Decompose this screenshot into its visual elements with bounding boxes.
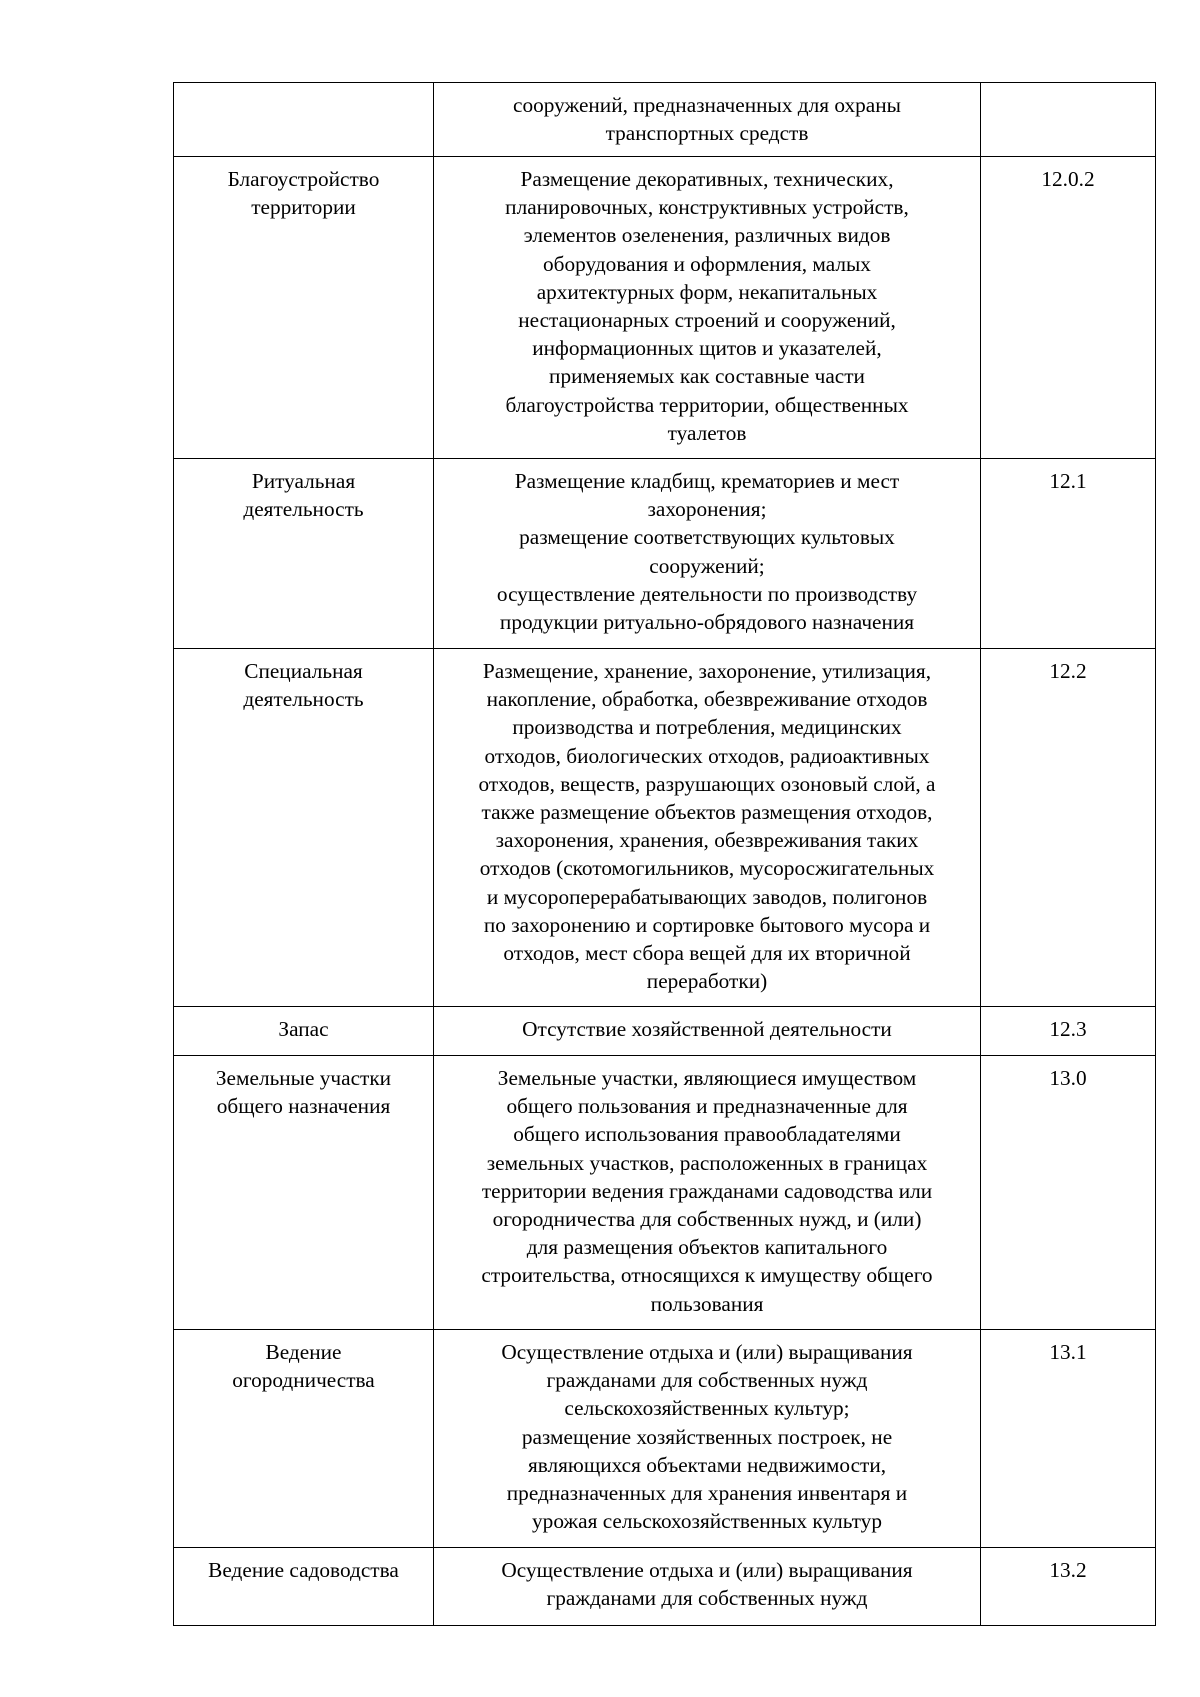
land-use-code-cell [981,83,1156,157]
table-row [174,1007,1156,1056]
land-use-description-cell: Земельные участки, являющиеся имуществом общего пользования и предназначенные для общего использования правообладателями земельных участков, расположенных в границах территории ведения гражданами садоводства или огородничества для собственных нужд, и (или) для размещения объектов капитального строительства, относящихся к имуществу общего пользования [434,1056,981,1330]
land-use-table [173,82,1156,1626]
land-use-name-cell [174,83,434,157]
land-use-description-cell: Размещение, хранение, захоронение, утилизация, накопление, обработка, обезвреживание отходов производства и потребления, медицинских отходов, биологических отходов, радиоактивных отходов, веществ, разрушающих озоновый слой, а также размещение объектов размещения отходов, захоронения, хранения, обезвреживания таких отходов (скотомогильников, мусоросжигательных и мусороперерабатывающих заводов, полигонов по захоронению и сортировке бытового мусора и отходов, мест сбора вещей для их вторичной переработки) [434,649,981,1007]
land-use-name-cell: Земельные участки общего назначения [174,1056,434,1330]
table-row [174,1330,1156,1548]
land-use-description-cell: Осуществление отдыха и (или) выращивания гражданами для собственных нужд [434,1548,981,1626]
land-use-code-cell: 12.0.2 [981,157,1156,459]
land-use-description-cell: сооружений, предназначенных для охраны транспортных средств [434,83,981,157]
land-use-description-cell: Отсутствие хозяйственной деятельности [434,1007,981,1056]
land-use-name-cell: Ведение садоводства [174,1548,434,1626]
land-use-name-cell: Благоустройство территории [174,157,434,459]
table-row [174,1548,1156,1626]
land-use-description-cell: Размещение декоративных, технических, планировочных, конструктивных устройств, элементов озеленения, различных видов оборудования и оформления, малых архитектурных форм, некапитальных нестационарных строений и сооружений, информационных щитов и указателей, применяемых как составные части благоустройства территории, общественных туалетов [434,157,981,459]
land-use-code-cell: 12.2 [981,649,1156,1007]
land-use-code-cell: 13.0 [981,1056,1156,1330]
land-use-name-cell: Специальная деятельность [174,649,434,1007]
table-row [174,459,1156,649]
table-row [174,649,1156,1007]
table-row [174,83,1156,157]
table-row [174,1056,1156,1330]
land-use-name-cell: Ритуальная деятельность [174,459,434,649]
land-use-description-cell: Осуществление отдыха и (или) выращивания гражданами для собственных нужд сельскохозяйственных культур; размещение хозяйственных построек, не являющихся объектами недвижимости, предназначенных для хранения инвентаря и урожая сельскохозяйственных культур [434,1330,981,1548]
table-row [174,157,1156,459]
land-use-name-cell: Ведение огородничества [174,1330,434,1548]
land-use-code-cell: 12.1 [981,459,1156,649]
land-use-name-cell: Запас [174,1007,434,1056]
land-use-code-cell: 12.3 [981,1007,1156,1056]
land-use-description-cell: Размещение кладбищ, крематориев и мест захоронения; размещение соответствующих культовых сооружений; осуществление деятельности по производству продукции ритуально-обрядового назначения [434,459,981,649]
land-use-code-cell: 13.1 [981,1330,1156,1548]
land-use-code-cell: 13.2 [981,1548,1156,1626]
